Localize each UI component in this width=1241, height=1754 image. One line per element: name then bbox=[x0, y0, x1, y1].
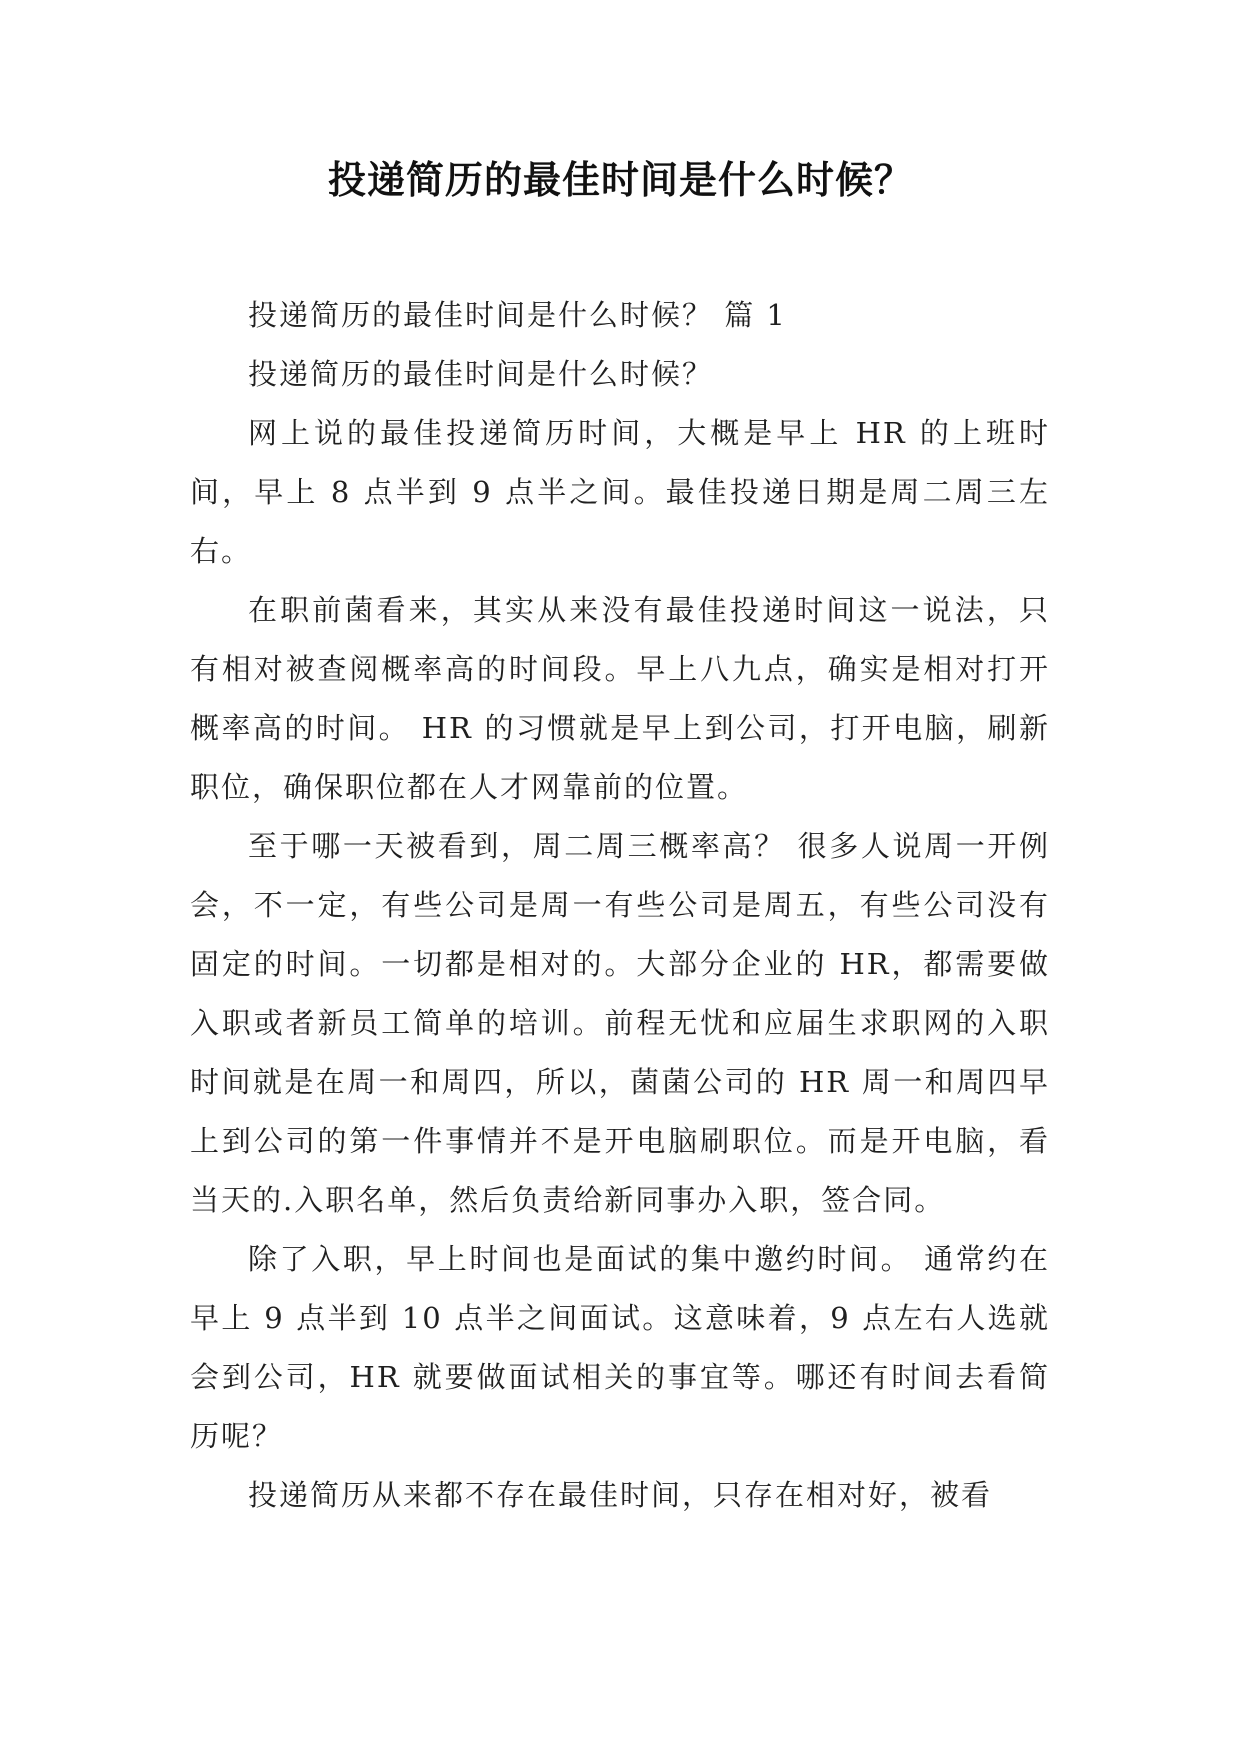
paragraph: 在职前菌看来，其实从来没有最佳投递时间这一说法，只有相对被查阅概率高的时间段。早上八九点，确实是相对打开概率高的时间。 HR 的习惯就是早上到公司，打开电脑，刷新职位，确保职位都在人才网靠前的位置。 bbox=[190, 593, 1050, 804]
document-body bbox=[190, 286, 1050, 1525]
paragraph: 除了入职，早上时间也是面试的集中邀约时间。 通常约在早上 9 点半到 10 点半之间面试。这意味着，9 点左右人选就会到公司，HR 就要做面试相关的事宜等。哪还有时间去看简历呢？ bbox=[190, 1242, 1050, 1453]
paragraph-section-heading: 投递简历的最佳时间是什么时候？ 篇 1 bbox=[248, 298, 787, 332]
paragraph-subtitle: 投递简历的最佳时间是什么时候？ bbox=[248, 357, 714, 391]
paragraph: 投递简历从来都不存在最佳时间，只存在相对好，被看 bbox=[248, 1478, 993, 1512]
paragraph: 网上说的最佳投递简历时间，大概是早上 HR 的上班时间，早上 8 点半到 9 点半之间。最佳投递日期是周二周三左右。 bbox=[190, 416, 1050, 568]
paragraph: 至于哪一天被看到，周二周三概率高？ 很多人说周一开例会，不一定，有些公司是周一有些公司是周五，有些公司没有固定的时间。一切都是相对的。大部分企业的 HR，都需要做入职或者新员工简单的培训。前程无忧和应届生求职网的入职时间就是在周一和周四，所以，菌菌公司的 HR 周一和周四早上到公司的第一件事情并不是开电脑刷职位。而是开电脑，看当天的.入职名单，然后负责给新同事办入职，签合同。 bbox=[190, 829, 1050, 1217]
document-title: 投递简历的最佳时间是什么时候？ bbox=[327, 157, 913, 202]
